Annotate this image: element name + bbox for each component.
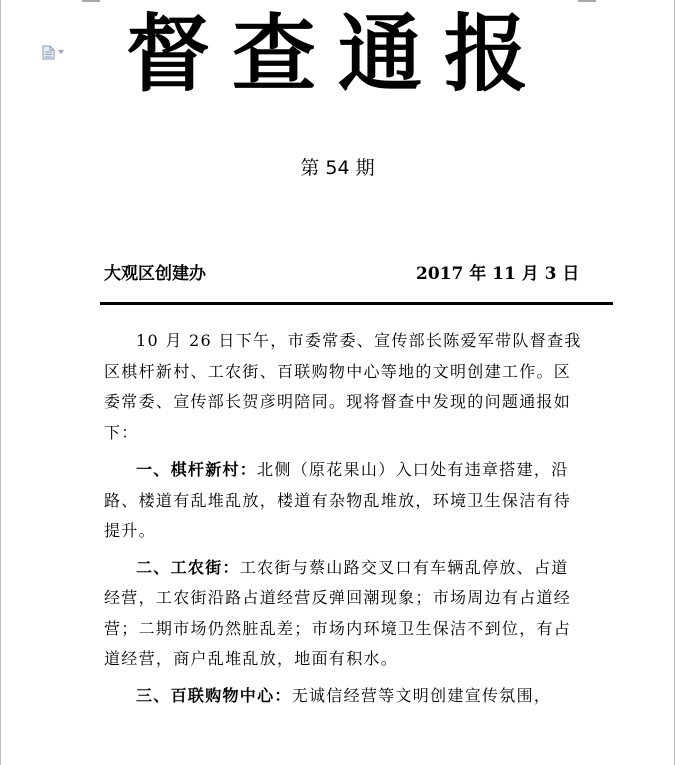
issuing-office: 大观区创建办 <box>104 264 206 284</box>
item-paragraph-1 <box>104 455 584 547</box>
margin-corner-mark-right <box>578 0 596 2</box>
document-body <box>104 326 584 717</box>
page-left-edge <box>0 0 1 765</box>
issue-date: 2017 年 11 月 3 日 <box>416 264 580 284</box>
chevron-down-icon <box>58 50 64 54</box>
item-text-3: 无诚信经营等文明创建宣传氛围， <box>291 685 552 705</box>
item-paragraph-2 <box>104 553 584 675</box>
item-text-2: 工农街与蔡山路交叉口有车辆乱停放、占道经营，工农街沿路占道经营反弹回潮现象；市场周边有占道经营；二期市场仍然脏乱差；市场内环境卫生保洁不到位，有占道经营，商户乱堆乱放，地面有积水。 <box>104 557 572 668</box>
header-divider <box>100 302 613 305</box>
issue-number: 第 54 期 <box>300 157 375 179</box>
document-options-button[interactable] <box>42 44 68 60</box>
item-paragraph-3 <box>104 681 584 712</box>
margin-corner-mark-left <box>82 0 100 2</box>
document-icon <box>42 45 55 60</box>
item-label-2: 二、工农街： <box>136 557 240 577</box>
document-title: 督查通报 <box>125 5 550 103</box>
item-label-1: 一、棋杆新村： <box>136 460 258 479</box>
item-text-1: 北侧（原花果山）入口处有违章搭建，沿路、楼道有乱堆乱放，楼道有杂物乱堆放，环境卫生保洁有待提升。 <box>104 460 572 540</box>
intro-paragraph: 10 月 26 日下午，市委常委、宣传部长陈爱军带队督查我区棋杆新村、工农街、百联购物中心等地的文明创建工作。区委常委、宣传部长贺彦明陪同。现将督查中发现的问题通报如下： <box>104 331 582 442</box>
item-label-3: 三、百联购物中心： <box>136 685 292 705</box>
